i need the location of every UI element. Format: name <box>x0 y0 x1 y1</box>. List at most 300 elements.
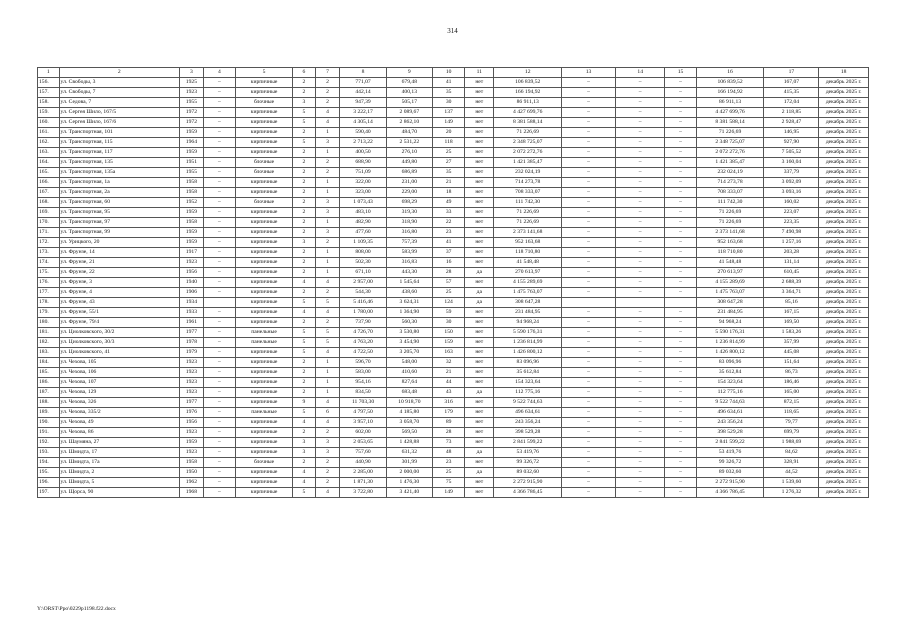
table-cell: – <box>615 398 665 408</box>
table-cell: – <box>203 308 235 318</box>
table-cell: 176. <box>38 278 60 288</box>
table-cell: – <box>203 228 235 238</box>
table-row <box>38 148 869 158</box>
table-cell: 33 <box>432 208 464 218</box>
table-cell: 5 416,46 <box>340 298 386 308</box>
table-cell: 118 710,80 <box>494 248 562 258</box>
table-cell: 163 <box>432 348 464 358</box>
table-cell: да <box>465 298 494 308</box>
table-cell: – <box>615 358 665 368</box>
table-cell: 27 <box>432 158 464 168</box>
table-cell: 1 476,30 <box>386 478 432 488</box>
table-cell: ул. Фрунзе, 3 <box>59 278 180 288</box>
page-number: 314 <box>447 27 458 35</box>
table-cell: 154 323,64 <box>696 378 764 388</box>
table-cell: 3 093,16 <box>764 188 819 198</box>
table-row <box>38 448 869 458</box>
table-cell: 162. <box>38 138 60 148</box>
table-cell: – <box>203 278 235 288</box>
table-cell: 1956 <box>180 268 204 278</box>
table-cell: ул. Урицкого, 20 <box>59 238 180 248</box>
table-cell: – <box>615 138 665 148</box>
table-cell: – <box>562 348 616 358</box>
table-cell: 2 <box>293 148 316 158</box>
table-cell: декабрь 2025 г. <box>819 438 869 448</box>
table-cell: 2 <box>315 88 340 98</box>
table-cell: – <box>615 188 665 198</box>
table-cell: – <box>665 118 696 128</box>
table-cell: 2 <box>293 258 316 268</box>
table-cell: кирпичные <box>236 88 293 98</box>
table-cell: 57 <box>432 278 464 288</box>
table-row <box>38 388 869 398</box>
table-cell: 610,45 <box>764 268 819 278</box>
table-cell: декабрь 2025 г. <box>819 88 869 98</box>
table-cell: 3 <box>293 98 316 108</box>
table-cell: 1959 <box>180 208 204 218</box>
table-cell: – <box>562 388 616 398</box>
table-cell: 171. <box>38 228 60 238</box>
table-cell: – <box>665 188 696 198</box>
table-cell: кирпичные <box>236 268 293 278</box>
table-cell: ул. Фрунзе, 22 <box>59 268 180 278</box>
table-cell: – <box>203 218 235 228</box>
table-cell: 146,95 <box>764 128 819 138</box>
table-cell: 3 957,10 <box>340 418 386 428</box>
table-cell: – <box>203 108 235 118</box>
table-cell: нет <box>465 198 494 208</box>
table-cell: нет <box>465 98 494 108</box>
table-cell: 44 <box>432 378 464 388</box>
table-cell: – <box>562 168 616 178</box>
table-row <box>38 338 869 348</box>
table-cell: 124 <box>432 298 464 308</box>
table-cell: 71 226,69 <box>696 208 764 218</box>
table-cell: 5 <box>293 138 316 148</box>
table-cell: 37 <box>432 248 464 258</box>
table-row <box>38 378 869 388</box>
table-cell: 157. <box>38 88 60 98</box>
table-cell: – <box>203 158 235 168</box>
table-cell: – <box>615 488 665 498</box>
table-row <box>38 308 869 318</box>
table-cell: 2 957,00 <box>340 278 386 288</box>
table-cell: 167,07 <box>764 78 819 88</box>
table-cell: декабрь 2025 г. <box>819 138 869 148</box>
table-cell: – <box>562 368 616 378</box>
table-cell: 5 590 176,31 <box>696 328 764 338</box>
table-cell: 2 841 599,22 <box>494 438 562 448</box>
table-cell: 3 <box>293 238 316 248</box>
table-cell: 71 226,69 <box>494 128 562 138</box>
table-cell <box>562 298 616 308</box>
table-cell: кирпичные <box>236 118 293 128</box>
table-cell: 322,00 <box>340 178 386 188</box>
table-cell: – <box>562 408 616 418</box>
table-cell: 73 <box>432 438 464 448</box>
table-cell: 316,80 <box>386 228 432 238</box>
table-cell: 1976 <box>180 408 204 418</box>
table-cell: 2 118,85 <box>764 108 819 118</box>
table-row <box>38 418 869 428</box>
table-cell: 569,50 <box>386 428 432 438</box>
table-cell: 1 <box>315 358 340 368</box>
table-cell: – <box>203 338 235 348</box>
table-cell: нет <box>465 308 494 318</box>
table-cell: 150 <box>432 328 464 338</box>
table-cell: 223,07 <box>764 208 819 218</box>
table-cell: 631,32 <box>386 448 432 458</box>
table-cell: 1923 <box>180 258 204 268</box>
table-cell: 2 <box>315 428 340 438</box>
table-cell: 10 918,70 <box>386 398 432 408</box>
table-cell: декабрь 2025 г. <box>819 238 869 248</box>
table-cell: нет <box>465 108 494 118</box>
table-cell: декабрь 2025 г. <box>819 398 869 408</box>
table-cell: ул. Транспортная, 117 <box>59 148 180 158</box>
table-cell: 6 <box>315 408 340 418</box>
table-cell: 1923 <box>180 378 204 388</box>
table-cell: да <box>465 268 494 278</box>
table-cell: 25 <box>432 148 464 158</box>
table-cell: 187. <box>38 388 60 398</box>
table-cell: – <box>562 98 616 108</box>
table-cell: 231,00 <box>386 178 432 188</box>
table-cell: 699,79 <box>764 428 819 438</box>
table-cell: 1 426 800,12 <box>696 348 764 358</box>
table-cell: декабрь 2025 г. <box>819 298 869 308</box>
table-cell: декабрь 2025 г. <box>819 178 869 188</box>
table-cell: 4 366 786,45 <box>494 488 562 498</box>
table-cell: – <box>562 218 616 228</box>
table-cell: нет <box>465 278 494 288</box>
table-cell: 590,40 <box>340 128 386 138</box>
table-cell: – <box>615 168 665 178</box>
table-cell: декабрь 2025 г. <box>819 288 869 298</box>
table-cell: – <box>615 478 665 488</box>
table-cell: 3 <box>315 138 340 148</box>
table-cell: – <box>665 458 696 468</box>
table-cell: 2 <box>293 178 316 188</box>
table-row <box>38 268 869 278</box>
table-cell: 71 226,69 <box>696 218 764 228</box>
table-cell: 2 <box>293 188 316 198</box>
table-cell: 714 273,78 <box>696 178 764 188</box>
column-header: 16 <box>696 68 764 78</box>
table-cell: – <box>562 148 616 158</box>
table-cell: 170. <box>38 218 60 228</box>
table-cell: – <box>562 208 616 218</box>
table-cell: 276,10 <box>386 148 432 158</box>
table-cell: 1 475 763,07 <box>696 288 764 298</box>
table-cell: – <box>562 318 616 328</box>
table-cell: 4 <box>315 108 340 118</box>
table-cell: 166 194,92 <box>696 88 764 98</box>
table-cell: – <box>665 238 696 248</box>
table-cell: 301,99 <box>386 458 432 468</box>
table-cell: 5 <box>293 348 316 358</box>
table-cell: 5 590 176,31 <box>494 328 562 338</box>
table-cell: – <box>562 88 616 98</box>
table-cell: кирпичные <box>236 128 293 138</box>
table-cell: 602,00 <box>340 428 386 438</box>
table-cell: – <box>203 188 235 198</box>
table-cell: декабрь 2025 г. <box>819 308 869 318</box>
table-row <box>38 108 869 118</box>
table-cell: – <box>615 458 665 468</box>
table-cell: 4 <box>315 418 340 428</box>
table-cell: 1 236 814,99 <box>494 338 562 348</box>
table-cell: ул. Шаумяна, 27 <box>59 438 180 448</box>
column-header: 10 <box>432 68 464 78</box>
table-cell: 2 <box>293 218 316 228</box>
table-cell: 151,64 <box>764 358 819 368</box>
column-header: 1 <box>38 68 60 78</box>
table-cell: кирпичные <box>236 278 293 288</box>
table-cell: ул. Чехова, 326 <box>59 398 180 408</box>
table-cell: декабрь 2025 г. <box>819 468 869 478</box>
table-cell: 445,08 <box>764 348 819 358</box>
table-cell: ул. Транспортная, 135 <box>59 158 180 168</box>
table-cell: – <box>203 388 235 398</box>
table-row <box>38 88 869 98</box>
table-cell: 20 <box>432 128 464 138</box>
table-cell: 1925 <box>180 78 204 88</box>
table-cell: 1972 <box>180 108 204 118</box>
table-cell: – <box>203 98 235 108</box>
table-cell: – <box>665 198 696 208</box>
table-cell: 698,29 <box>386 198 432 208</box>
table-cell: – <box>562 358 616 368</box>
table-cell: 1940 <box>180 278 204 288</box>
table-cell: 484,70 <box>386 128 432 138</box>
table-cell: 1959 <box>180 238 204 248</box>
table-cell: 195. <box>38 468 60 478</box>
table-cell: – <box>203 248 235 258</box>
table-cell: декабрь 2025 г. <box>819 188 869 198</box>
table-cell: 41 <box>432 238 464 248</box>
table-cell: 111 742,30 <box>696 198 764 208</box>
table-cell: – <box>562 158 616 168</box>
table-cell: – <box>615 468 665 478</box>
table-cell: – <box>562 138 616 148</box>
table-cell: 2 <box>315 158 340 168</box>
table-cell: ул. Чехова, 129 <box>59 388 180 398</box>
table-cell: ул. Чехова, 86 <box>59 428 180 438</box>
table-cell: 4 797,50 <box>340 408 386 418</box>
table-cell: 1959 <box>180 148 204 158</box>
table-cell: 1977 <box>180 328 204 338</box>
table-cell: 319,30 <box>386 208 432 218</box>
table-cell: 477,60 <box>340 228 386 238</box>
table-cell: 4 155 289,69 <box>696 278 764 288</box>
table-cell: 1968 <box>180 488 204 498</box>
table-row <box>38 348 869 358</box>
table-cell: 5 <box>315 298 340 308</box>
table-row <box>38 438 869 448</box>
table-cell: – <box>562 428 616 438</box>
table-cell: 23 <box>432 458 464 468</box>
table-cell: 270 613,97 <box>494 268 562 278</box>
table-cell: – <box>562 328 616 338</box>
table-row <box>38 248 869 258</box>
table-cell: нет <box>465 438 494 448</box>
table-cell: декабрь 2025 г. <box>819 318 869 328</box>
table-cell: нет <box>465 118 494 128</box>
table-cell: 1923 <box>180 358 204 368</box>
table-cell: 2 <box>315 478 340 488</box>
table-cell: – <box>665 88 696 98</box>
table-cell: 231 484,95 <box>696 308 764 318</box>
table-cell: 2 <box>293 428 316 438</box>
table-cell: 167,15 <box>764 308 819 318</box>
table-cell: 192. <box>38 438 60 448</box>
table-cell: 2 <box>315 98 340 108</box>
table-cell: – <box>665 168 696 178</box>
table-cell: – <box>665 98 696 108</box>
table-cell: 83 096,96 <box>696 358 764 368</box>
table-cell: 75 <box>432 478 464 488</box>
table-cell: 4 726,70 <box>340 328 386 338</box>
table-cell: 1951 <box>180 158 204 168</box>
table-cell: – <box>615 88 665 98</box>
table-cell: 194. <box>38 458 60 468</box>
table-cell: 683,48 <box>386 388 432 398</box>
table-cell: 1 871,30 <box>340 478 386 488</box>
table-row <box>38 318 869 328</box>
table-cell: 112 775,16 <box>696 388 764 398</box>
table-cell: 3 530,80 <box>386 328 432 338</box>
table-cell: – <box>203 458 235 468</box>
table-cell: – <box>615 158 665 168</box>
table-cell: 106 839,52 <box>494 78 562 88</box>
table-cell: декабрь 2025 г. <box>819 368 869 378</box>
table-cell: – <box>562 308 616 318</box>
table-cell: 3 364,71 <box>764 288 819 298</box>
table-cell: кирпичные <box>236 368 293 378</box>
table-cell: декабрь 2025 г. <box>819 228 869 238</box>
table-cell: да <box>465 388 494 398</box>
table-cell: – <box>665 78 696 88</box>
table-cell: 952 163,68 <box>494 238 562 248</box>
table-cell: 708 333,07 <box>494 188 562 198</box>
table-cell: нет <box>465 248 494 258</box>
table-cell: декабрь 2025 г. <box>819 128 869 138</box>
table-cell: кирпичные <box>236 238 293 248</box>
table-row <box>38 358 869 368</box>
table-cell: 21 <box>432 178 464 188</box>
table-cell: – <box>615 308 665 318</box>
table-row <box>38 428 869 438</box>
table-cell: 48 <box>432 448 464 458</box>
table-cell: – <box>615 98 665 108</box>
table-row <box>38 178 869 188</box>
table-cell: 165,00 <box>764 388 819 398</box>
table-cell: кирпичные <box>236 348 293 358</box>
table-cell: нет <box>465 148 494 158</box>
table-cell: декабрь 2025 г. <box>819 428 869 438</box>
table-cell: блочные <box>236 98 293 108</box>
column-header: 7 <box>315 68 340 78</box>
table-cell: блочные <box>236 158 293 168</box>
table-cell: ул. Транспортная, 95 <box>59 208 180 218</box>
registry-table <box>37 67 869 498</box>
table-cell: 7 505,52 <box>764 148 819 158</box>
table-cell: 44,52 <box>764 468 819 478</box>
table-row <box>38 288 869 298</box>
table-cell: – <box>203 78 235 88</box>
table-cell: 323,00 <box>340 188 386 198</box>
table-row <box>38 238 869 248</box>
table-cell: да <box>465 448 494 458</box>
table-cell: 59 <box>432 308 464 318</box>
table-cell: ул. Транспортная, 101 <box>59 128 180 138</box>
table-cell: 1955 <box>180 98 204 108</box>
table-cell: нет <box>465 328 494 338</box>
table-cell: 2 <box>315 238 340 248</box>
table-cell: 149 <box>432 118 464 128</box>
table-cell: – <box>562 178 616 188</box>
table-cell: 679,48 <box>386 78 432 88</box>
table-cell: 1972 <box>180 118 204 128</box>
table-cell: 1 <box>315 188 340 198</box>
table-cell: 5 <box>293 328 316 338</box>
table-cell: 2 <box>293 368 316 378</box>
table-cell: 149 <box>432 488 464 498</box>
table-cell: 243 356,24 <box>494 418 562 428</box>
table-cell: 442,14 <box>340 88 386 98</box>
table-cell: – <box>665 208 696 218</box>
table-cell: – <box>665 158 696 168</box>
table-cell <box>665 298 696 308</box>
table-cell: – <box>562 188 616 198</box>
table-cell: 179 <box>432 408 464 418</box>
table-cell: 53 419,76 <box>696 448 764 458</box>
table-cell: 757,39 <box>386 238 432 248</box>
table-cell: 4 <box>315 118 340 128</box>
table-cell: 118 <box>432 138 464 148</box>
table-cell: – <box>562 288 616 298</box>
table-cell: ул. Чехова, 106 <box>59 368 180 378</box>
table-cell: 3 <box>293 438 316 448</box>
table-cell: 106 839,52 <box>696 78 764 88</box>
table-cell: – <box>665 228 696 238</box>
table-cell: – <box>665 308 696 318</box>
table-cell: – <box>203 208 235 218</box>
table-cell: 1961 <box>180 318 204 328</box>
table-cell: 1 539,60 <box>764 478 819 488</box>
table-cell: 270 613,97 <box>696 268 764 278</box>
table-cell: – <box>665 248 696 258</box>
table-cell: 1959 <box>180 438 204 448</box>
table-cell: – <box>615 128 665 138</box>
table-cell: – <box>562 228 616 238</box>
table-row <box>38 258 869 268</box>
table-cell: 1906 <box>180 288 204 298</box>
table-cell: 3 058,70 <box>386 418 432 428</box>
table-cell: – <box>203 468 235 478</box>
table-cell: декабрь 2025 г. <box>819 278 869 288</box>
table-cell: 827,64 <box>386 378 432 388</box>
table-cell: 834,50 <box>340 388 386 398</box>
table-cell: 1 <box>315 128 340 138</box>
table-cell: декабрь 2025 г. <box>819 78 869 88</box>
table-cell: 4 305,14 <box>340 118 386 128</box>
table-cell: 178. <box>38 298 60 308</box>
table-cell: 30 <box>432 98 464 108</box>
table-cell: – <box>615 258 665 268</box>
table-cell: 193. <box>38 448 60 458</box>
